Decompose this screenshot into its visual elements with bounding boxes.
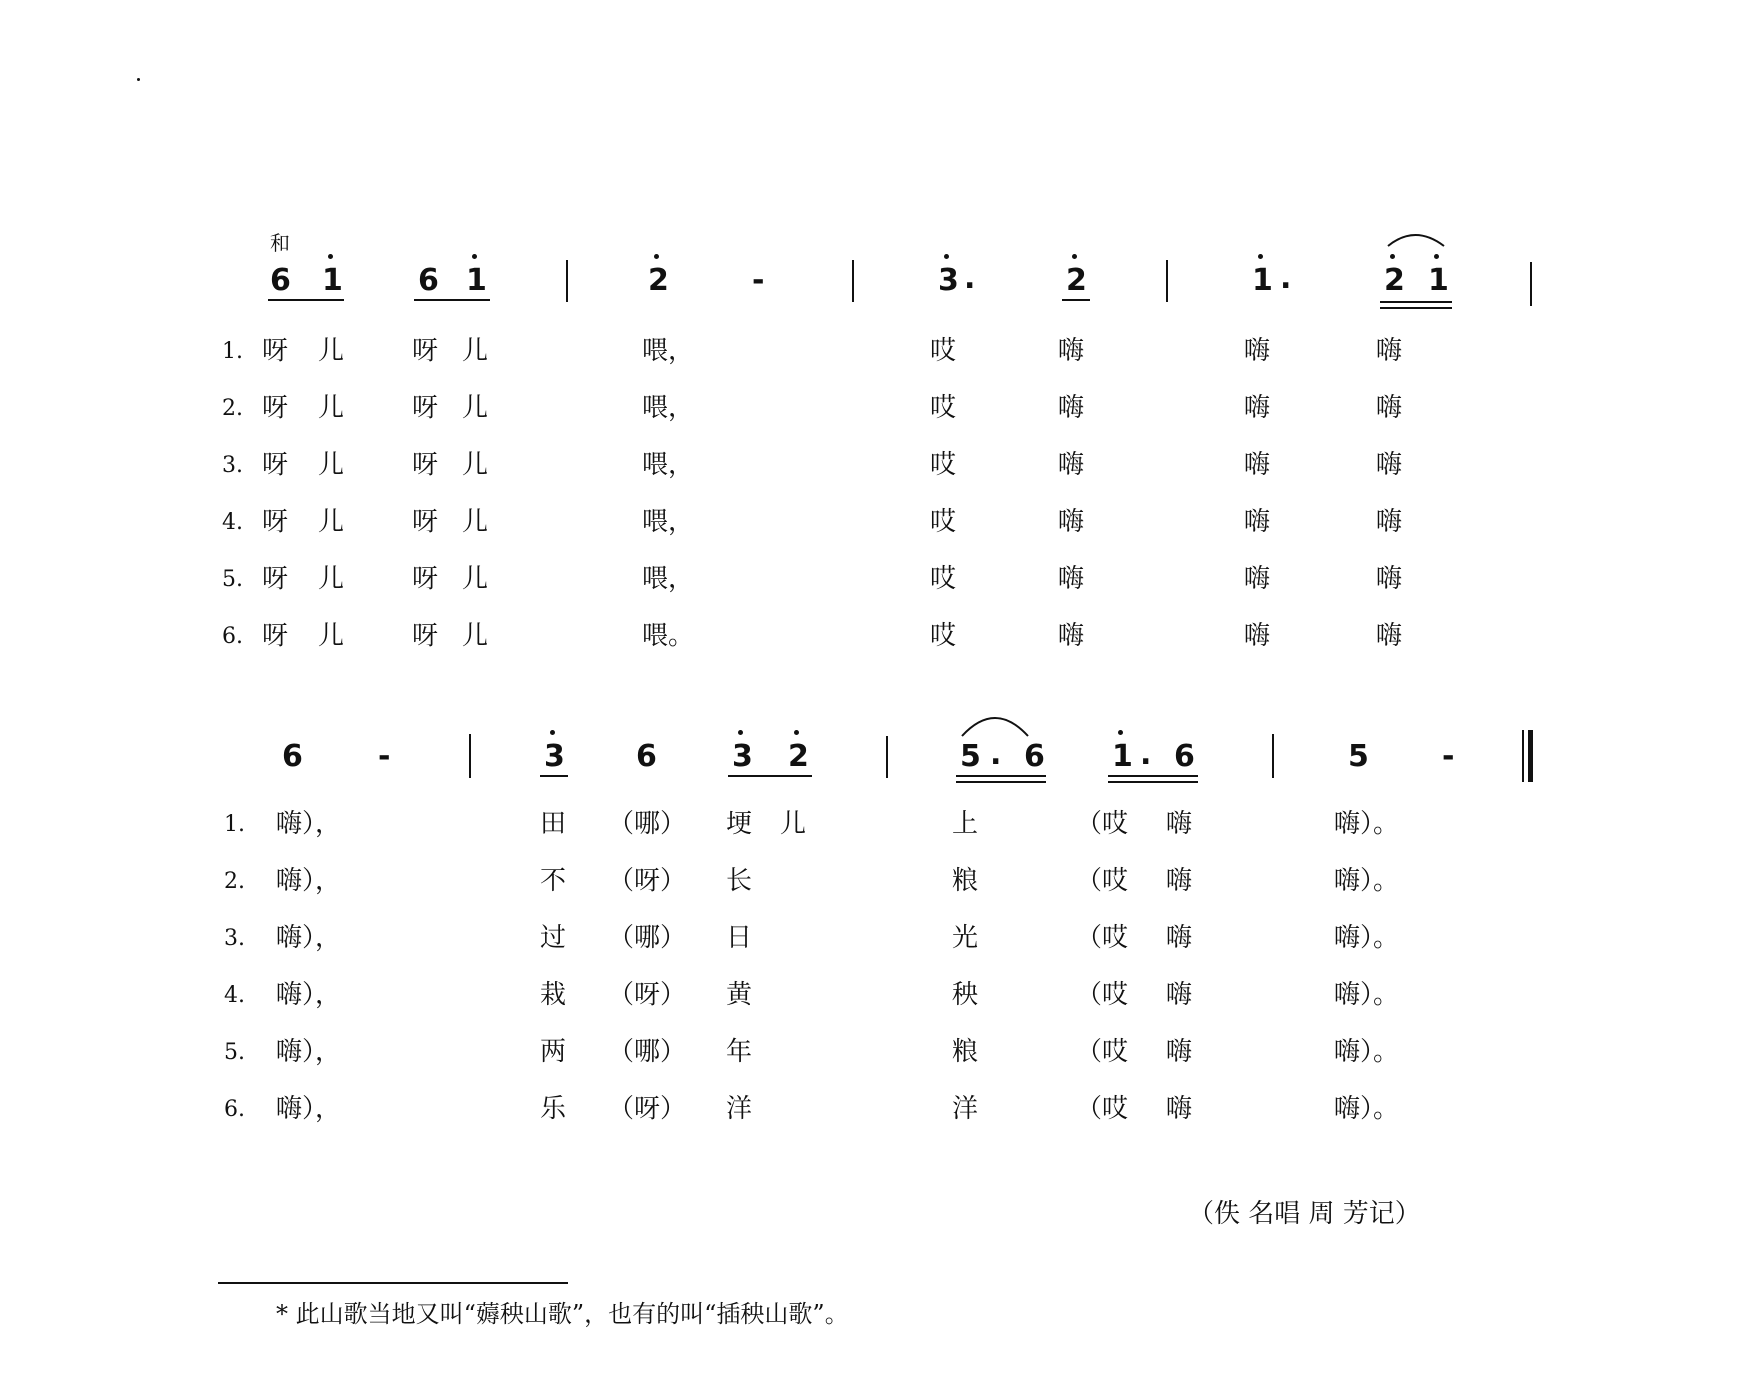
- note: 6: [636, 739, 657, 774]
- note: -: [1442, 739, 1455, 774]
- lyric: 嗨）。: [1334, 980, 1400, 1010]
- lyric: 嗨: [1166, 1094, 1193, 1124]
- verse-number: 1.: [222, 339, 243, 364]
- lyric: 儿: [462, 393, 489, 423]
- lyric: 哎: [930, 450, 957, 480]
- lyric: 嗨），: [276, 980, 342, 1010]
- lyric: 喂，: [642, 393, 695, 423]
- lyric: 过: [540, 923, 567, 953]
- note: .: [1140, 737, 1152, 772]
- lyric: 嗨）。: [1334, 809, 1400, 839]
- note: 2: [1066, 263, 1087, 298]
- note: .: [964, 261, 976, 296]
- lyric: 嗨: [1166, 866, 1193, 896]
- lyric: 儿: [318, 393, 345, 423]
- lyric: 嗨）。: [1334, 1094, 1400, 1124]
- lyric: （哪）: [608, 1037, 687, 1067]
- note: 1: [1428, 263, 1449, 298]
- note: 2: [1384, 263, 1405, 298]
- lyric: 乐: [540, 1094, 567, 1124]
- lyric: 嗨: [1166, 923, 1193, 953]
- lyric: 呀: [262, 336, 289, 366]
- lyric: （哪）: [608, 809, 687, 839]
- slur: [1388, 235, 1444, 246]
- lyric: 嗨: [1376, 564, 1403, 594]
- lyric: 嗨），: [276, 1094, 342, 1124]
- lyric: 哎: [930, 507, 957, 537]
- lyric: 儿: [462, 507, 489, 537]
- note: .: [1280, 261, 1292, 296]
- lyric: 儿: [462, 450, 489, 480]
- lyric: 嗨: [1058, 621, 1085, 651]
- lyric: 嗨: [1376, 507, 1403, 537]
- lyric: 嗨）。: [1334, 866, 1400, 896]
- verse-number: 5.: [224, 1040, 245, 1065]
- lyric: 呀: [412, 336, 439, 366]
- lyric: 嗨: [1376, 336, 1403, 366]
- lyric: 洋: [726, 1094, 753, 1124]
- lyric: 嗨: [1058, 564, 1085, 594]
- lyric: 嗨），: [276, 923, 342, 953]
- lyric: 呀: [412, 621, 439, 651]
- note: 6: [418, 263, 439, 298]
- lyric: 嗨）。: [1334, 1037, 1400, 1067]
- lyric: 嗨: [1376, 450, 1403, 480]
- lyric: 两: [540, 1037, 567, 1067]
- lyric: （哎: [1076, 1094, 1129, 1124]
- lyric: 嗨: [1166, 809, 1193, 839]
- verse-number: 4.: [222, 510, 243, 535]
- lyric: 嗨: [1244, 336, 1271, 366]
- lyric: （呀）: [608, 866, 687, 896]
- lyric: 田: [540, 809, 567, 839]
- lyric: 上: [952, 809, 979, 839]
- lyric: 呀: [412, 564, 439, 594]
- note: 1: [466, 263, 487, 298]
- note: 2: [648, 263, 669, 298]
- lyric: 呀: [412, 507, 439, 537]
- header-mark: 和: [270, 231, 290, 255]
- lyric: （呀）: [608, 980, 687, 1010]
- lyric: 喂，: [642, 564, 695, 594]
- lyric: 嗨: [1244, 621, 1271, 651]
- footnote: * 此山歌当地又叫“薅秧山歌”，也有的叫“插秧山歌”。: [276, 1300, 849, 1328]
- lyric: 嗨），: [276, 1037, 342, 1067]
- note: 3: [938, 263, 959, 298]
- lyric: 嗨: [1058, 336, 1085, 366]
- note: 5: [1348, 739, 1369, 774]
- lyric: （哪）: [608, 923, 687, 953]
- lyric: 长: [726, 866, 753, 896]
- lyric: 儿: [462, 564, 489, 594]
- lyric: （哎: [1076, 980, 1129, 1010]
- lyric: 呀: [262, 621, 289, 651]
- lyric: 儿: [318, 336, 345, 366]
- lyric: 嗨: [1058, 393, 1085, 423]
- lyric: 嗨），: [276, 866, 342, 896]
- verse-number: 1.: [224, 812, 245, 837]
- lyric: 不: [540, 866, 567, 896]
- note: -: [752, 263, 765, 298]
- lyric: 儿: [318, 564, 345, 594]
- lyric: （哎: [1076, 923, 1129, 953]
- lyric: 嗨: [1166, 1037, 1193, 1067]
- lyric: 日: [726, 923, 753, 953]
- slur: [962, 718, 1028, 736]
- lyric: 儿: [462, 336, 489, 366]
- lyric: 喂，: [642, 336, 695, 366]
- lyric: 呀: [262, 393, 289, 423]
- verse-number: 5.: [222, 567, 243, 592]
- lyric: 栽: [540, 980, 567, 1010]
- note: 6: [1174, 739, 1195, 774]
- note: 6: [1024, 739, 1045, 774]
- lyric: 年: [726, 1037, 753, 1067]
- lyric: （呀）: [608, 1094, 687, 1124]
- verse-number: 2.: [222, 396, 243, 421]
- verse-number: 4.: [224, 983, 245, 1008]
- note: 6: [270, 263, 291, 298]
- lyric: 哎: [930, 621, 957, 651]
- credit: （佚 名唱 周 芳记）: [1188, 1199, 1421, 1229]
- lyric: 嗨: [1244, 450, 1271, 480]
- lyric: 呀: [262, 507, 289, 537]
- lyric: 哎: [930, 393, 957, 423]
- lyric: 喂。: [642, 621, 695, 651]
- lyric: 儿: [462, 621, 489, 651]
- verse-number: 6.: [222, 624, 243, 649]
- lyric: 嗨: [1244, 507, 1271, 537]
- lyric: 秧: [952, 980, 979, 1010]
- lyric: （哎: [1076, 866, 1129, 896]
- lyric: 嗨: [1166, 980, 1193, 1010]
- note: 3: [732, 739, 753, 774]
- lyric: 儿: [318, 450, 345, 480]
- lyric: 黄: [726, 980, 753, 1010]
- lyric: 嗨）。: [1334, 923, 1400, 953]
- lyric: 嗨: [1058, 450, 1085, 480]
- lyric: （哎: [1076, 1037, 1129, 1067]
- lyric: 嗨: [1376, 393, 1403, 423]
- verse-number: 3.: [222, 453, 243, 478]
- lyric: 呀: [262, 450, 289, 480]
- verse-number: 2.: [224, 869, 245, 894]
- note: 3: [544, 739, 565, 774]
- lyric: 嗨），: [276, 809, 342, 839]
- verse-number: 6.: [224, 1097, 245, 1122]
- lyric: 嗨: [1244, 393, 1271, 423]
- verse-number: 3.: [224, 926, 245, 951]
- lyric: （哎: [1076, 809, 1129, 839]
- lyric: 嗨: [1376, 621, 1403, 651]
- lyric: 埂: [726, 809, 753, 839]
- lyric: 儿: [318, 621, 345, 651]
- lyric: 呀: [412, 450, 439, 480]
- lyric: 呀: [262, 564, 289, 594]
- note: 2: [788, 739, 809, 774]
- lyric: 喂，: [642, 507, 695, 537]
- lyric: 嗨: [1058, 507, 1085, 537]
- note: 6: [282, 739, 303, 774]
- note: .: [990, 737, 1002, 772]
- lyric: 呀: [412, 393, 439, 423]
- lyric: 光: [952, 923, 979, 953]
- lyric: 粮: [952, 866, 979, 896]
- lyric: 哎: [930, 336, 957, 366]
- lyric: 粮: [952, 1037, 979, 1067]
- lyric: 儿: [318, 507, 345, 537]
- note: 1: [322, 263, 343, 298]
- note: 5: [960, 739, 981, 774]
- lyric: 嗨: [1244, 564, 1271, 594]
- lyric: 儿: [780, 809, 807, 839]
- lyric: 哎: [930, 564, 957, 594]
- note: -: [378, 739, 391, 774]
- lyric: 洋: [952, 1094, 979, 1124]
- lyric: 喂，: [642, 450, 695, 480]
- note: 1: [1252, 263, 1273, 298]
- note: 1: [1112, 739, 1133, 774]
